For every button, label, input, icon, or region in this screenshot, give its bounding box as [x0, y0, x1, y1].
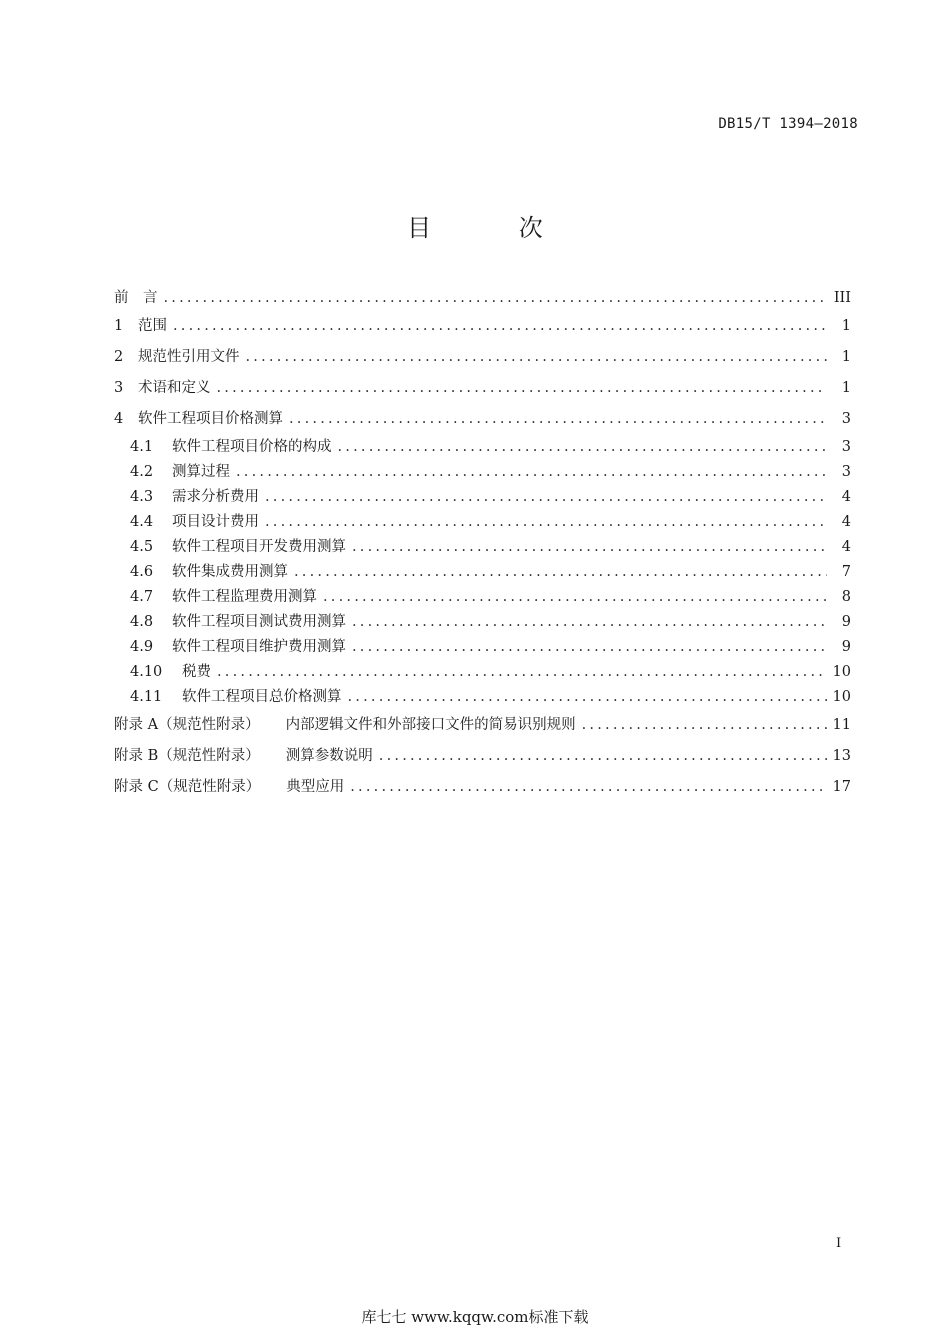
toc-entry-page: 9: [841, 614, 851, 630]
toc-leader: [323, 585, 827, 610]
toc-entry-label: 内部逻辑文件和外部接口文件的简易识别规则: [285, 717, 576, 733]
toc-subentry[interactable]: [114, 510, 851, 535]
toc-entry-page: III: [833, 290, 851, 306]
toc-entry-page: 10: [832, 689, 851, 705]
toc-subentry[interactable]: [114, 635, 851, 660]
toc-entry-page: 1: [841, 380, 851, 396]
toc-entry[interactable]: [114, 373, 851, 404]
toc-leader: [294, 560, 827, 585]
toc-entry-number: 2: [114, 349, 124, 365]
toc-entry-number: 4.11: [130, 689, 163, 705]
toc-subentry[interactable]: [114, 585, 851, 610]
page-number: I: [836, 1236, 842, 1251]
toc-entry-label: 软件集成费用测算: [172, 564, 288, 580]
toc-entry-label: 术语和定义: [138, 380, 211, 396]
page-title: 目 次: [407, 214, 583, 242]
toc-leader: [352, 535, 827, 560]
toc-leader: [173, 311, 827, 342]
toc-leader: [265, 485, 827, 510]
toc-entry-page: 1: [841, 318, 851, 334]
toc-entry-number: 1: [114, 318, 124, 334]
toc-leader: [338, 435, 828, 460]
toc-subentry[interactable]: [114, 610, 851, 635]
toc-entry-label: 软件工程项目测试费用测算: [172, 614, 346, 630]
toc-entry-number: 4.6: [130, 564, 154, 580]
toc-entry-label: 典型应用: [286, 779, 345, 795]
appendix-designation: 附录 A（规范性附录）: [114, 717, 260, 733]
toc-entry-number: 4.9: [130, 639, 154, 655]
toc-appendix-entry[interactable]: [114, 741, 851, 772]
toc-entry-label: 范围: [138, 318, 167, 334]
toc-leader: [350, 772, 826, 803]
toc-entry-number: 4: [114, 411, 124, 427]
toc-subentry[interactable]: [114, 560, 851, 585]
footer-watermark-text: 库七七 www.kqqw.com标准下载: [361, 1308, 589, 1326]
toc-entry-number: 4.5: [130, 539, 154, 555]
toc-entry-number: 4.3: [130, 489, 154, 505]
toc-subentry[interactable]: [114, 685, 851, 710]
toc-entry-label: 税费: [182, 664, 211, 680]
toc-entry-page: 17: [832, 779, 851, 795]
toc-leader: [379, 741, 827, 772]
toc-entry-number: 3: [114, 380, 124, 396]
toc-subentry[interactable]: [114, 535, 851, 560]
appendix-designation: 附录 C（规范性附录）: [114, 779, 261, 795]
toc-entry-label: 软件工程项目维护费用测算: [172, 639, 346, 655]
toc-entry-label: 测算过程: [172, 464, 230, 480]
toc-entry-number: 4.1: [130, 439, 154, 455]
toc-entry-page: 3: [841, 464, 851, 480]
toc-leader: [217, 660, 827, 685]
toc-entry-label: 软件工程项目价格的构成: [172, 439, 332, 455]
toc-entry[interactable]: [114, 311, 851, 342]
toc-entry-page: 7: [841, 564, 851, 580]
toc-entry-page: 9: [841, 639, 851, 655]
toc-entry[interactable]: [114, 404, 851, 435]
toc-entry-number: 4.4: [130, 514, 154, 530]
toc-entry[interactable]: [114, 342, 851, 373]
toc-entry-page: 3: [841, 411, 851, 427]
toc-entry-page: 11: [832, 717, 851, 733]
toc-entry-number: 4.2: [130, 464, 154, 480]
toc-entry-label: 项目设计费用: [172, 514, 259, 530]
toc-leader: [164, 285, 828, 311]
toc-entry-number: 4.10: [130, 664, 163, 680]
toc-entry-label: 需求分析费用: [172, 489, 259, 505]
toc-leader: [236, 460, 827, 485]
toc-leader: [348, 685, 827, 710]
toc-entry-page: 10: [832, 664, 851, 680]
toc-entry-label: 规范性引用文件: [138, 349, 240, 365]
toc-entry-page: 8: [841, 589, 851, 605]
toc-leader: [265, 510, 827, 535]
toc-entry-page: 4: [841, 514, 851, 530]
toc-entry-label: 软件工程监理费用测算: [172, 589, 317, 605]
toc-subentry[interactable]: [114, 435, 851, 460]
toc-entry[interactable]: [114, 285, 851, 311]
toc-leader: [246, 342, 828, 373]
toc-leader: [582, 710, 827, 741]
toc-entry-page: 4: [841, 489, 851, 505]
toc-entry-label: 软件工程项目总价格测算: [182, 689, 342, 705]
toc-entry-number: 4.7: [130, 589, 154, 605]
toc-entry-label: 软件工程项目价格测算: [138, 411, 283, 427]
toc-leader: [352, 635, 827, 660]
toc-appendix-entry[interactable]: [114, 772, 851, 803]
toc-leader: [217, 373, 828, 404]
toc-entry-page: 4: [841, 539, 851, 555]
appendix-designation: 附录 B（规范性附录）: [114, 748, 260, 764]
toc-entry-page: 1: [841, 349, 851, 365]
toc-entry-page: 3: [841, 439, 851, 455]
table-of-contents: [114, 285, 851, 803]
toc-leader: [352, 610, 827, 635]
toc-subentry[interactable]: [114, 485, 851, 510]
toc-entry-label: 测算参数说明: [285, 748, 373, 764]
toc-entry-label: 前 言: [114, 290, 158, 306]
standard-code: DB15/T 1394—2018: [718, 116, 858, 132]
toc-entry-page: 13: [832, 748, 851, 764]
toc-appendix-entry[interactable]: [114, 710, 851, 741]
toc-entry-number: 4.8: [130, 614, 154, 630]
toc-subentry[interactable]: [114, 660, 851, 685]
toc-entry-label: 软件工程项目开发费用测算: [172, 539, 346, 555]
toc-subentry[interactable]: [114, 460, 851, 485]
toc-leader: [289, 404, 827, 435]
